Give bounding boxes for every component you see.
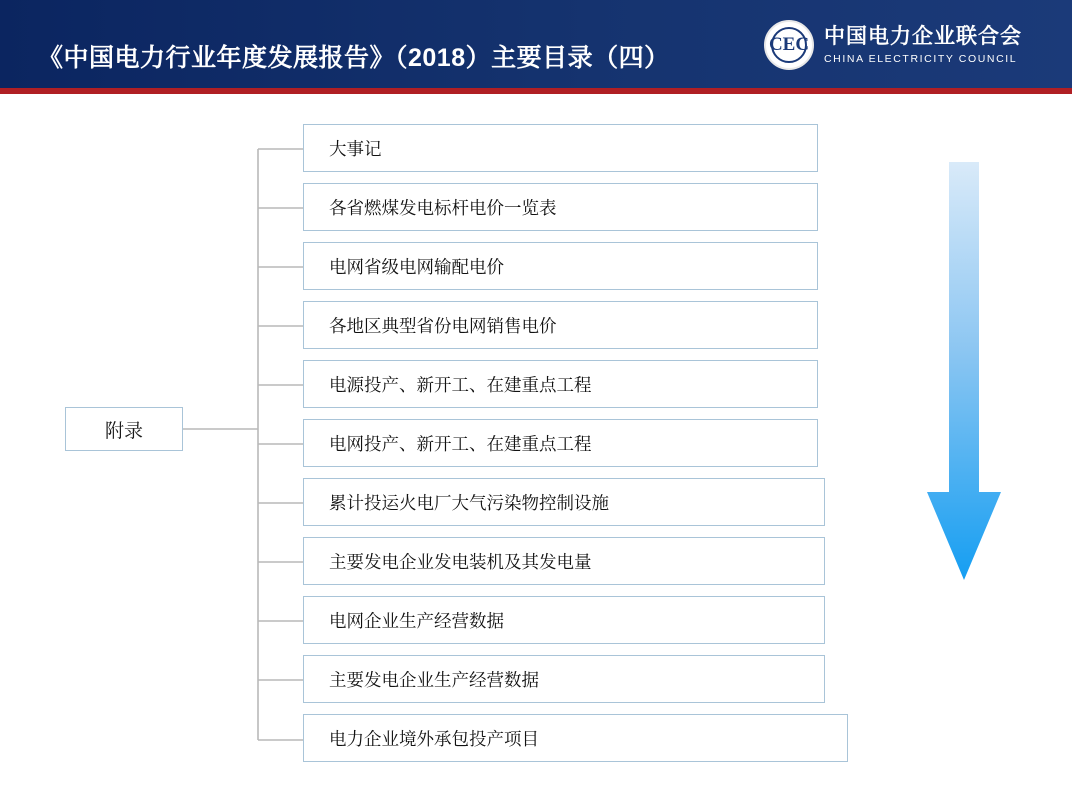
- down-arrow-icon: [925, 162, 1003, 580]
- list-item-label: 电力企业境外承包投产项目: [329, 728, 539, 749]
- list-item[interactable]: [303, 596, 825, 644]
- list-item[interactable]: [303, 301, 818, 349]
- list-item-label: 电网企业生产经营数据: [329, 610, 504, 631]
- page-title: 《中国电力行业年度发展报告》（2018）主要目录（四）: [38, 44, 670, 72]
- list-item-label: 电网投产、新开工、在建重点工程: [329, 433, 592, 454]
- logo-text-block: [824, 25, 1022, 64]
- diagram-canvas: [0, 94, 1072, 803]
- list-item[interactable]: [303, 183, 818, 231]
- emblem-text: CEC: [768, 34, 810, 55]
- list-item[interactable]: [303, 124, 818, 172]
- list-item-label: 主要发电企业发电装机及其发电量: [329, 551, 592, 572]
- logo-name-cn: 中国电力企业联合会: [824, 25, 1022, 49]
- root-node-label: 附录: [104, 420, 143, 442]
- list-item[interactable]: [303, 478, 825, 526]
- list-item-label: 累计投运火电厂大气污染物控制设施: [329, 492, 609, 513]
- list-item-label: 大事记: [329, 138, 382, 159]
- cec-emblem-icon: [764, 20, 814, 70]
- list-item-label: 各地区典型省份电网销售电价: [329, 315, 557, 336]
- list-item[interactable]: [303, 655, 825, 703]
- list-item-label: 电网省级电网输配电价: [329, 256, 504, 277]
- slide-header: [0, 0, 1072, 88]
- appendix-item-list: [303, 124, 863, 773]
- list-item[interactable]: [303, 242, 818, 290]
- list-item[interactable]: [303, 419, 818, 467]
- list-item-label: 各省燃煤发电标杆电价一览表: [329, 197, 557, 218]
- list-item-label: 电源投产、新开工、在建重点工程: [329, 374, 592, 395]
- root-node[interactable]: [65, 407, 183, 451]
- organization-logo: [764, 14, 1064, 76]
- logo-name-en: CHINA ELECTRICITY COUNCIL: [824, 52, 1018, 65]
- list-item[interactable]: [303, 360, 818, 408]
- list-item[interactable]: [303, 714, 848, 762]
- list-item-label: 主要发电企业生产经营数据: [329, 669, 539, 690]
- list-item[interactable]: [303, 537, 825, 585]
